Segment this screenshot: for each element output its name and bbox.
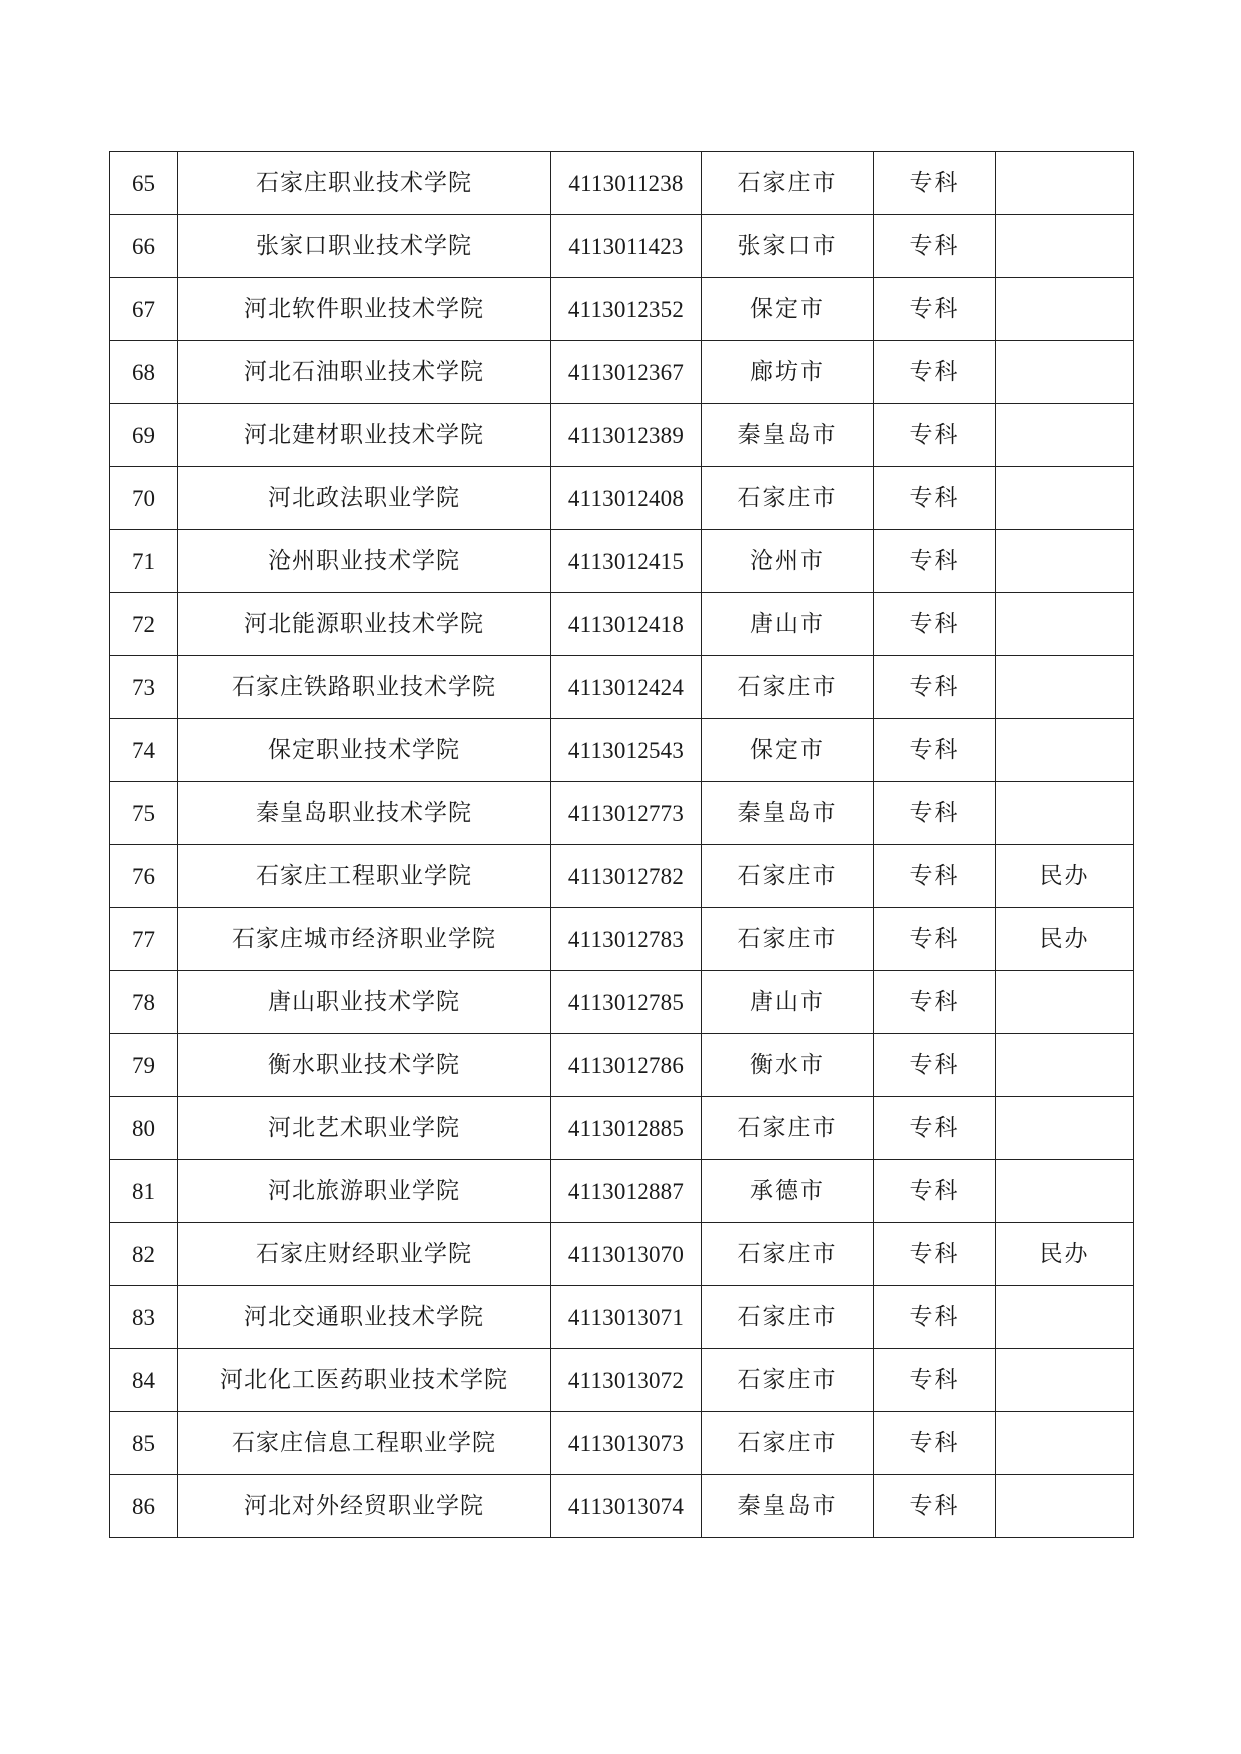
city-cell: 张家口市 (702, 215, 874, 278)
table-row (110, 341, 1134, 404)
table-row (110, 719, 1134, 782)
note-cell (996, 971, 1134, 1034)
level-cell: 专科 (874, 152, 996, 215)
note-cell (996, 1286, 1134, 1349)
city-cell: 秦皇岛市 (702, 782, 874, 845)
row-number-cell: 82 (110, 1223, 178, 1286)
city-cell: 衡水市 (702, 1034, 874, 1097)
table-row (110, 908, 1134, 971)
table-row (110, 1034, 1134, 1097)
level-cell: 专科 (874, 782, 996, 845)
table-row (110, 1286, 1134, 1349)
school-code-cell: 4113012782 (551, 845, 702, 908)
row-number-cell: 74 (110, 719, 178, 782)
table-row (110, 782, 1134, 845)
level-cell: 专科 (874, 341, 996, 404)
school-code-cell: 4113012352 (551, 278, 702, 341)
note-cell: 民办 (996, 908, 1134, 971)
school-name-cell: 河北政法职业学院 (178, 467, 551, 530)
school-code-cell: 4113012367 (551, 341, 702, 404)
level-cell: 专科 (874, 1475, 996, 1538)
school-code-cell: 4113012773 (551, 782, 702, 845)
level-cell: 专科 (874, 1286, 996, 1349)
school-name-cell: 张家口职业技术学院 (178, 215, 551, 278)
table-row (110, 215, 1134, 278)
school-code-cell: 4113013070 (551, 1223, 702, 1286)
table-row (110, 1160, 1134, 1223)
table-row (110, 593, 1134, 656)
city-cell: 石家庄市 (702, 845, 874, 908)
level-cell: 专科 (874, 908, 996, 971)
table-row (110, 467, 1134, 530)
school-code-cell: 4113012389 (551, 404, 702, 467)
level-cell: 专科 (874, 467, 996, 530)
row-number-cell: 85 (110, 1412, 178, 1475)
school-name-cell: 河北旅游职业学院 (178, 1160, 551, 1223)
row-number-cell: 75 (110, 782, 178, 845)
row-number-cell: 79 (110, 1034, 178, 1097)
level-cell: 专科 (874, 278, 996, 341)
school-name-cell: 石家庄信息工程职业学院 (178, 1412, 551, 1475)
note-cell (996, 1034, 1134, 1097)
school-name-cell: 唐山职业技术学院 (178, 971, 551, 1034)
level-cell: 专科 (874, 1349, 996, 1412)
school-code-cell: 4113012418 (551, 593, 702, 656)
table-row (110, 656, 1134, 719)
level-cell: 专科 (874, 971, 996, 1034)
note-cell (996, 1097, 1134, 1160)
level-cell: 专科 (874, 656, 996, 719)
city-cell: 承德市 (702, 1160, 874, 1223)
school-name-cell: 河北石油职业技术学院 (178, 341, 551, 404)
city-cell: 石家庄市 (702, 467, 874, 530)
level-cell: 专科 (874, 1160, 996, 1223)
school-code-cell: 4113011423 (551, 215, 702, 278)
school-name-cell: 河北能源职业技术学院 (178, 593, 551, 656)
note-cell: 民办 (996, 845, 1134, 908)
school-code-cell: 4113012885 (551, 1097, 702, 1160)
city-cell: 保定市 (702, 278, 874, 341)
note-cell (996, 152, 1134, 215)
row-number-cell: 84 (110, 1349, 178, 1412)
school-code-cell: 4113012786 (551, 1034, 702, 1097)
school-code-cell: 4113012783 (551, 908, 702, 971)
city-cell: 石家庄市 (702, 656, 874, 719)
level-cell: 专科 (874, 719, 996, 782)
level-cell: 专科 (874, 1412, 996, 1475)
level-cell: 专科 (874, 845, 996, 908)
level-cell: 专科 (874, 1097, 996, 1160)
level-cell: 专科 (874, 404, 996, 467)
city-cell: 唐山市 (702, 593, 874, 656)
level-cell: 专科 (874, 593, 996, 656)
schools-table-body (110, 152, 1134, 1538)
school-code-cell: 4113012543 (551, 719, 702, 782)
school-code-cell: 4113013072 (551, 1349, 702, 1412)
city-cell: 秦皇岛市 (702, 1475, 874, 1538)
school-code-cell: 4113013071 (551, 1286, 702, 1349)
table-row (110, 278, 1134, 341)
school-name-cell: 河北艺术职业学院 (178, 1097, 551, 1160)
level-cell: 专科 (874, 215, 996, 278)
note-cell (996, 719, 1134, 782)
row-number-cell: 71 (110, 530, 178, 593)
city-cell: 石家庄市 (702, 1097, 874, 1160)
school-code-cell: 4113013074 (551, 1475, 702, 1538)
school-name-cell: 石家庄城市经济职业学院 (178, 908, 551, 971)
school-name-cell: 河北建材职业技术学院 (178, 404, 551, 467)
city-cell: 沧州市 (702, 530, 874, 593)
row-number-cell: 81 (110, 1160, 178, 1223)
level-cell: 专科 (874, 1034, 996, 1097)
row-number-cell: 66 (110, 215, 178, 278)
table-row (110, 404, 1134, 467)
table-row (110, 1223, 1134, 1286)
city-cell: 石家庄市 (702, 152, 874, 215)
city-cell: 秦皇岛市 (702, 404, 874, 467)
note-cell (996, 656, 1134, 719)
note-cell (996, 1475, 1134, 1538)
row-number-cell: 69 (110, 404, 178, 467)
note-cell (996, 467, 1134, 530)
table-row (110, 530, 1134, 593)
note-cell (996, 1412, 1134, 1475)
school-name-cell: 河北化工医药职业技术学院 (178, 1349, 551, 1412)
level-cell: 专科 (874, 530, 996, 593)
city-cell: 唐山市 (702, 971, 874, 1034)
note-cell (996, 278, 1134, 341)
table-row (110, 1475, 1134, 1538)
school-code-cell: 4113011238 (551, 152, 702, 215)
school-code-cell: 4113013073 (551, 1412, 702, 1475)
note-cell: 民办 (996, 1223, 1134, 1286)
school-code-cell: 4113012785 (551, 971, 702, 1034)
school-name-cell: 衡水职业技术学院 (178, 1034, 551, 1097)
school-code-cell: 4113012424 (551, 656, 702, 719)
row-number-cell: 78 (110, 971, 178, 1034)
school-name-cell: 河北交通职业技术学院 (178, 1286, 551, 1349)
school-code-cell: 4113012887 (551, 1160, 702, 1223)
note-cell (996, 530, 1134, 593)
school-name-cell: 河北对外经贸职业学院 (178, 1475, 551, 1538)
note-cell (996, 593, 1134, 656)
school-name-cell: 石家庄职业技术学院 (178, 152, 551, 215)
table-row (110, 1097, 1134, 1160)
city-cell: 石家庄市 (702, 1349, 874, 1412)
city-cell: 石家庄市 (702, 1286, 874, 1349)
note-cell (996, 341, 1134, 404)
note-cell (996, 1160, 1134, 1223)
table-row (110, 1349, 1134, 1412)
school-name-cell: 秦皇岛职业技术学院 (178, 782, 551, 845)
row-number-cell: 77 (110, 908, 178, 971)
row-number-cell: 80 (110, 1097, 178, 1160)
row-number-cell: 70 (110, 467, 178, 530)
table-row (110, 971, 1134, 1034)
table-row (110, 1412, 1134, 1475)
row-number-cell: 65 (110, 152, 178, 215)
city-cell: 石家庄市 (702, 1412, 874, 1475)
note-cell (996, 782, 1134, 845)
table-row (110, 152, 1134, 215)
school-name-cell: 沧州职业技术学院 (178, 530, 551, 593)
table-row (110, 845, 1134, 908)
row-number-cell: 73 (110, 656, 178, 719)
school-name-cell: 石家庄财经职业学院 (178, 1223, 551, 1286)
city-cell: 石家庄市 (702, 1223, 874, 1286)
row-number-cell: 72 (110, 593, 178, 656)
row-number-cell: 83 (110, 1286, 178, 1349)
note-cell (996, 404, 1134, 467)
row-number-cell: 68 (110, 341, 178, 404)
note-cell (996, 1349, 1134, 1412)
row-number-cell: 67 (110, 278, 178, 341)
city-cell: 石家庄市 (702, 908, 874, 971)
row-number-cell: 76 (110, 845, 178, 908)
school-name-cell: 石家庄铁路职业技术学院 (178, 656, 551, 719)
school-name-cell: 石家庄工程职业学院 (178, 845, 551, 908)
note-cell (996, 215, 1134, 278)
city-cell: 廊坊市 (702, 341, 874, 404)
level-cell: 专科 (874, 1223, 996, 1286)
school-name-cell: 河北软件职业技术学院 (178, 278, 551, 341)
row-number-cell: 86 (110, 1475, 178, 1538)
school-name-cell: 保定职业技术学院 (178, 719, 551, 782)
city-cell: 保定市 (702, 719, 874, 782)
schools-table (109, 151, 1134, 1538)
school-code-cell: 4113012408 (551, 467, 702, 530)
school-code-cell: 4113012415 (551, 530, 702, 593)
